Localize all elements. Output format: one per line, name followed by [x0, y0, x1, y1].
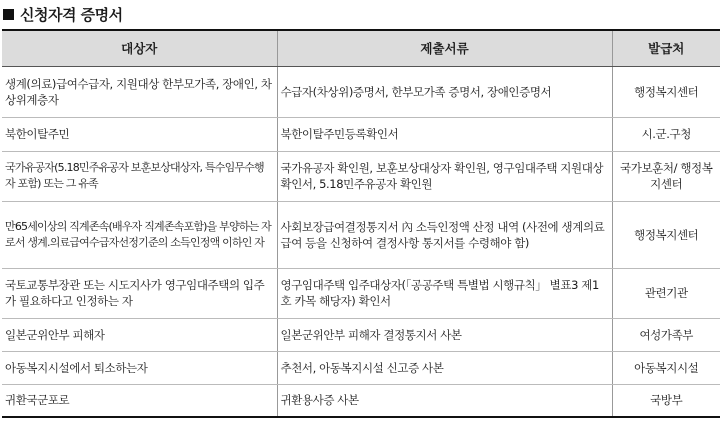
issuer-cell: 국가보훈처/ 행정복지센터	[612, 151, 720, 201]
table-row	[2, 318, 720, 351]
issuer-cell: 시.군.구청	[612, 117, 720, 151]
table-row	[2, 117, 720, 151]
issuer-cell: 관련기관	[612, 268, 720, 318]
target-cell: 일본군위안부 피해자	[2, 318, 277, 351]
issuer-cell: 아동복지시설	[612, 351, 720, 384]
target-cell: 아동복지시설에서 퇴소하는자	[2, 351, 277, 384]
issuer-cell: 행정복지센터	[612, 201, 720, 268]
documents-cell: 영구임대주택 입주대상자(「공공주택 특별법 시행규칙」 별표3 제1호 카목 해당자) 확인서	[277, 268, 612, 318]
table-row	[2, 201, 720, 268]
documents-cell: 국가유공자 확인원, 보훈보상대상자 확인원, 영구임대주택 지원대상 확인서, 5.18민주유공자 확인원	[277, 151, 612, 201]
target-cell: 북한이탈주민	[2, 117, 277, 151]
target-cell: 만65세이상의 직계존속(배우자 직계존속포함)을 부양하는 자로서 생계.의료급여수급자선정기준의 소득인정액 이하인 자	[2, 201, 277, 268]
documents-cell: 추천서, 아동복지시설 신고증 사본	[277, 351, 612, 384]
table-row	[2, 151, 720, 201]
target-cell: 국토교통부장관 또는 시도지사가 영구임대주택의 입주가 필요하다고 인정하는 자	[2, 268, 277, 318]
table-row	[2, 66, 720, 117]
issuer-cell: 행정복지센터	[612, 66, 720, 117]
target-cell: 국가유공자(5.18민주유공자 보훈보상대상자, 특수임무수행자 포함) 또는 그 유족	[2, 151, 277, 201]
documents-cell: 일본군위안부 피해자 결정통지서 사본	[277, 318, 612, 351]
documents-cell: 귀환용사증 사본	[277, 384, 612, 417]
documents-cell: 수급자(차상위)증명서, 한부모가족 증명서, 장애인증명서	[277, 66, 612, 117]
table-row	[2, 384, 720, 417]
header-target: 대상자	[2, 30, 277, 66]
target-cell: 귀환국군포로	[2, 384, 277, 417]
target-cell: 생계(의료)급여수급자, 지원대상 한부모가족, 장애인, 차상위계층자	[2, 66, 277, 117]
table-header-row	[2, 30, 720, 66]
table-row	[2, 351, 720, 384]
header-issuer: 발급처	[612, 30, 720, 66]
issuer-cell: 여성가족부	[612, 318, 720, 351]
square-bullet-icon	[3, 9, 14, 20]
documents-cell: 북한이탈주민등록확인서	[277, 117, 612, 151]
section-title	[3, 2, 123, 26]
certificate-table	[2, 29, 720, 418]
issuer-cell: 국방부	[612, 384, 720, 417]
section-title-text: 신청자격 증명서	[20, 5, 123, 24]
documents-cell: 사회보장급여결정통지서 內 소득인정액 산정 내역 (사전에 생계의료급여 등을 신청하여 결정사항 통지서를 수령해야 함)	[277, 201, 612, 268]
header-documents: 제출서류	[277, 30, 612, 66]
table-row	[2, 268, 720, 318]
